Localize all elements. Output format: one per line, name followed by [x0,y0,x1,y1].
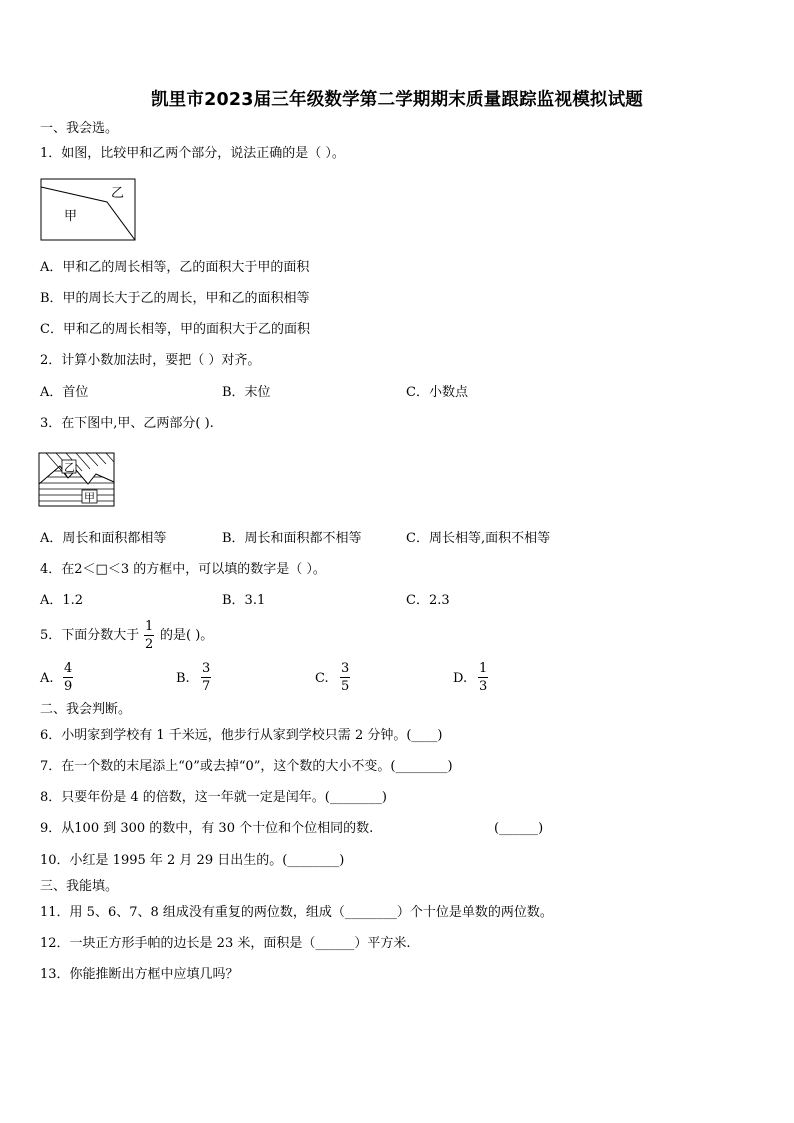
question-12: 12．一块正方形手帕的边长是 23 米，面积是（______）平方米. [40,936,411,951]
question-5-option-b-fraction [201,661,211,694]
question-4-option-b: B．3.1 [222,593,266,608]
question-2-stem: 2．计算小数加法时，要把（ ）对齐。 [40,353,261,368]
fraction-denominator: 3 [479,679,488,694]
question-9-answer-blank: (______) [494,821,544,836]
question-1-option-b: B．甲的周长大于乙的周长，甲和乙的面积相等 [40,291,310,306]
question-3-stem: 3．在下图中,甲、乙两部分( ). [40,416,214,431]
question-1-option-c: C．甲和乙的周长相等，甲的面积大于乙的面积 [40,322,310,337]
question-5-option-b-label: B. [176,671,190,686]
question-8: 8．只要年份是 4 的倍数，这一年就一定是闰年。(________) [40,790,387,805]
question-1-option-a: A．甲和乙的周长相等，乙的面积大于甲的面积 [40,260,310,275]
question-7: 7．在一个数的末尾添上“0”或去掉“0”，这个数的大小不变。(________) [40,759,453,774]
question-5-option-d-label: D. [453,671,468,686]
question-5-option-a-label: A. [40,671,54,686]
question-13: 13．你能推断出方框中应填几吗？ [40,967,239,982]
figure-label-jia: 甲 [64,209,78,224]
question-5-stem-fraction [144,619,154,652]
fraction-denominator: 7 [202,679,211,694]
question-5-stem-post: 的是( )。 [160,628,214,643]
question-5-option-c-fraction [340,661,350,694]
fraction-numerator: 4 [64,661,73,676]
question-3-option-a: A．周长和面积都相等 [40,531,167,546]
question-3-option-c: C．周长相等,面积不相等 [406,531,551,546]
question-11: 11．用 5、6、7、8 组成没有重复的两位数，组成（________）个十位是单数的两位数。 [40,905,553,920]
question-2-option-a: A．首位 [40,385,89,400]
question-4-stem: 4．在2＜□＜3 的方框中，可以填的数字是（ ）。 [40,562,326,577]
question-9: 9．从100 到 300 的数中，有 30 个十位和个位相同的数. [40,821,374,836]
section-heading-1: 一、我会选。 [40,121,119,136]
figure-label-yi: 乙 [111,186,125,201]
question-5-stem-pre: 5．下面分数大于 [40,628,140,643]
question-5-option-d-fraction [478,661,488,694]
figure-label-yi: 乙 [64,461,75,474]
question-4-option-a: A．1.2 [40,593,84,608]
question-2-option-c: C．小数点 [406,385,468,400]
fraction-denominator: 2 [145,637,154,652]
question-2-option-b: B．末位 [222,385,271,400]
question-10: 10．小红是 1995 年 2 月 29 日出生的。(________) [40,853,345,868]
question-1-stem: 1．如图，比较甲和乙两个部分，说法正确的是（ ）。 [40,146,345,161]
fraction-numerator: 1 [479,661,488,676]
question-6: 6．小明家到学校有 1 千米远，他步行从家到学校只需 2 分钟。(____) [40,728,443,743]
question-5-option-c-label: C. [315,671,329,686]
fraction-numerator: 3 [341,661,350,676]
page-title: 凯里市2023届三年级数学第二学期期末质量跟踪监视模拟试题 [150,90,643,110]
fraction-numerator: 1 [145,619,154,634]
fraction-denominator: 9 [64,679,73,694]
question-4-option-c: C．2.3 [406,593,450,608]
figure-label-jia: 甲 [84,491,95,504]
fraction-numerator: 3 [202,661,211,676]
question-3-option-b: B．周长和面积都不相等 [222,531,362,546]
question-1-figure [40,178,138,242]
question-3-figure [38,452,116,508]
section-heading-2: 二、我会判断。 [40,702,132,717]
section-heading-3: 三、我能填。 [40,879,119,894]
question-5-option-a-fraction [63,661,73,694]
fraction-denominator: 5 [341,679,350,694]
